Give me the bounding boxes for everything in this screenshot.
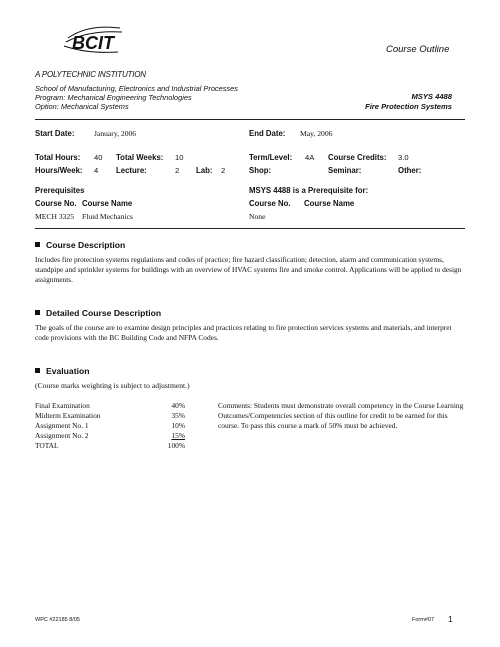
other-label: Other: xyxy=(398,166,422,175)
evaluation-comments: Comments: Students must demonstrate overall competency in the Course Learning Outcomes/Competencies section of this outline for credit to be earned for this course. To pass this course a mark of 50% must be achieved. xyxy=(218,401,464,430)
course-description-title: Course Description xyxy=(46,240,126,250)
course-heading xyxy=(365,92,452,112)
evaluation-total-label: TOTAL xyxy=(35,441,59,450)
course-outline-label: Course Outline xyxy=(386,44,450,55)
header-divider xyxy=(35,119,465,120)
course-code: MSYS 4488 xyxy=(411,92,452,101)
details-divider xyxy=(35,228,465,229)
evaluation-note: (Course marks weighting is subject to adjustment.) xyxy=(35,381,190,390)
hours-week-label: Hours/Week: xyxy=(35,166,83,175)
page-number: 1 xyxy=(448,614,453,624)
evaluation-item-value: 10% xyxy=(171,421,185,430)
start-date-label: Start Date: xyxy=(35,129,75,138)
bullet-icon xyxy=(35,310,40,315)
evaluation-item-label: Assignment No. 1 xyxy=(35,421,89,430)
course-title: Fire Protection Systems xyxy=(365,102,452,111)
total-weeks-label: Total Weeks: xyxy=(116,153,164,162)
lecture-value: 2 xyxy=(175,166,180,175)
option-name: Option: Mechanical Systems xyxy=(35,102,129,112)
seminar-label: Seminar: xyxy=(328,166,362,175)
evaluation-title: Evaluation xyxy=(46,366,90,376)
polytechnic-label: A POLYTECHNIC INSTITUTION xyxy=(35,70,146,79)
is-prereq-col-course-name: Course Name xyxy=(304,199,355,208)
evaluation-table xyxy=(35,401,185,451)
evaluation-row xyxy=(35,421,185,431)
evaluation-row xyxy=(35,411,185,421)
evaluation-item-label: Midterm Examination xyxy=(35,411,101,420)
prereq-col-course-name: Course Name xyxy=(82,199,133,208)
term-level-label: Term/Level: xyxy=(249,153,293,162)
bcit-logo xyxy=(58,22,128,62)
evaluation-total-row xyxy=(35,441,185,451)
evaluation-item-value: 40% xyxy=(171,401,185,410)
evaluation-item-label: Assignment No. 2 xyxy=(35,431,89,440)
end-date-label: End Date: xyxy=(249,129,286,138)
total-hours-label: Total Hours: xyxy=(35,153,81,162)
logo-text: BCIT xyxy=(72,33,114,53)
detailed-description-title: Detailed Course Description xyxy=(46,308,162,318)
prereq-course-no: MECH 3325 xyxy=(35,212,75,221)
evaluation-item-value: 35% xyxy=(171,411,185,420)
shop-label: Shop: xyxy=(249,166,272,175)
prereq-course-name: Fluid Mechanics xyxy=(82,212,133,221)
course-description-heading xyxy=(35,240,125,250)
lecture-label: Lecture: xyxy=(116,166,147,175)
evaluation-row xyxy=(35,431,185,441)
footer-form-id: WPC #22185 8/05 xyxy=(35,617,80,623)
program-info xyxy=(35,84,238,112)
is-prereq-col-course-no: Course No. xyxy=(249,199,291,208)
bullet-icon xyxy=(35,368,40,373)
course-description-text: Includes fire protection systems regulations and codes of practice; fire hazard classification; detection, alarm and communication systems, standpipe and sprinkler systems for buildings with an overview of HVAC systems fire and smoke control. Applications will be applied to design assignments. xyxy=(35,255,462,284)
evaluation-item-label: Final Examination xyxy=(35,401,90,410)
school-name: School of Manufacturing, Electronics and Industrial Processes xyxy=(35,84,238,93)
prerequisites-title: Prerequisites xyxy=(35,186,85,195)
total-weeks-value: 10 xyxy=(175,153,184,162)
is-prereq-title: MSYS 4488 is a Prerequisite for: xyxy=(249,186,369,195)
prereq-col-course-no: Course No. xyxy=(35,199,77,208)
evaluation-total-value: 100% xyxy=(167,441,185,450)
footer-form-number: Form#07 xyxy=(412,617,435,623)
evaluation-item-value: 15% xyxy=(171,431,185,440)
course-credits-value: 3.0 xyxy=(398,153,409,162)
program-name: Program: Mechanical Engineering Technologies xyxy=(35,93,192,103)
course-credits-label: Course Credits: xyxy=(328,153,387,162)
start-date-value: January, 2006 xyxy=(94,129,137,138)
lab-label: Lab: xyxy=(196,166,213,175)
lab-value: 2 xyxy=(221,166,226,175)
evaluation-heading xyxy=(35,366,89,376)
total-hours-value: 40 xyxy=(94,153,103,162)
bullet-icon xyxy=(35,242,40,247)
evaluation-row xyxy=(35,401,185,411)
end-date-value: May, 2006 xyxy=(300,129,333,138)
hours-week-value: 4 xyxy=(94,166,99,175)
term-level-value: 4A xyxy=(305,153,315,162)
detailed-description-heading xyxy=(35,308,161,318)
is-prereq-none: None xyxy=(249,212,266,221)
detailed-description-text: The goals of the course are to examine design principles and practices relating to fire protection services systems and materials, and interpret code provisions with the BC Building Code and NFPA Codes. xyxy=(35,323,452,342)
